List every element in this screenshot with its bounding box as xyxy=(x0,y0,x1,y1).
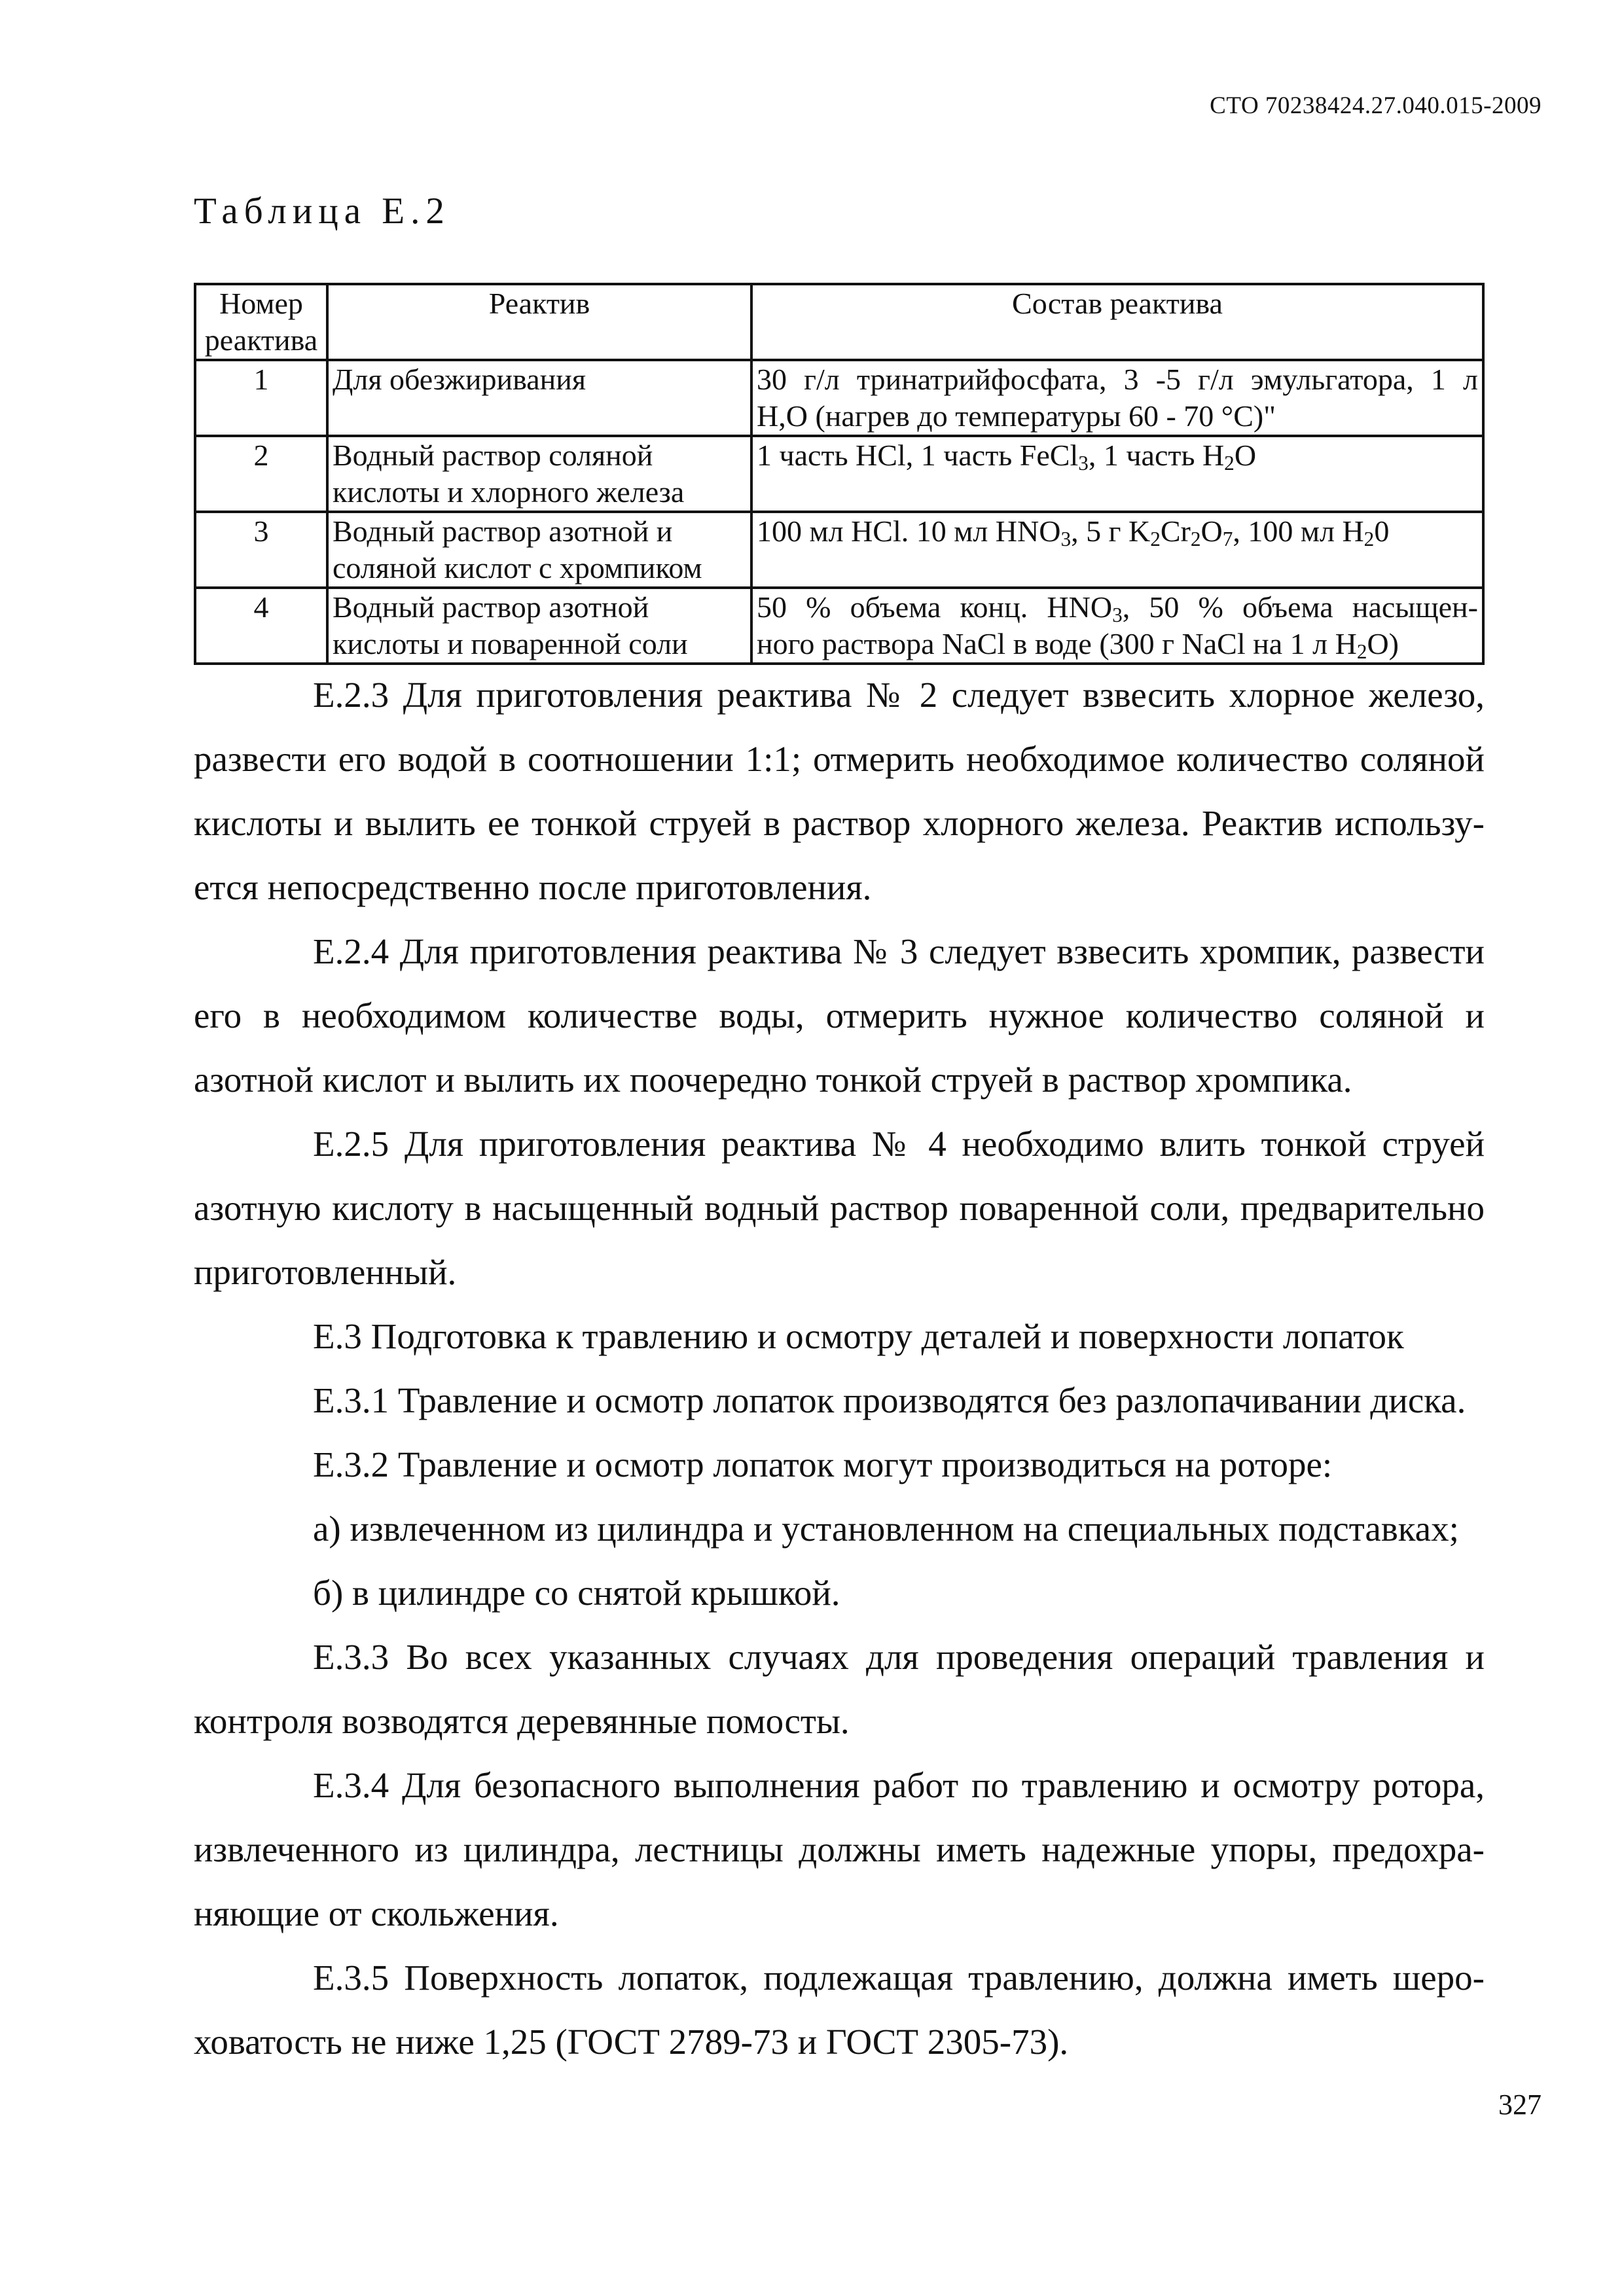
table-row xyxy=(195,360,1483,436)
row-number: 2 xyxy=(195,436,327,512)
list-item-b: б) в цилиндре со снятой крышкой. xyxy=(313,1573,840,1613)
reagent-composition xyxy=(751,588,1483,664)
paragraph-e-3-5: Е.3.5 Поверхность лопаток, подлежащая травлению, должна иметь шероховатость не ниже 1,25 (ГОСТ 2789-73 и ГОСТ 2305-73). xyxy=(194,1958,1485,2062)
row-number: 1 xyxy=(195,360,327,436)
document-code: СТО 70238424.27.040.015-2009 xyxy=(1210,92,1542,119)
table-row xyxy=(195,512,1483,588)
table-row xyxy=(195,588,1483,664)
paragraph-e-2-4: Е.2.4 Для приготовления реактива № 3 следует взвесить хромпик, развести его в необходимом количестве воды, отмерить нужное количество соляной и азотной кислот и вылить их поочередно тонкой струей в раствор хромпика. xyxy=(194,931,1485,1100)
reagent-name: Водный раствор азотной и соляной кислот с хромпиком xyxy=(327,512,751,588)
paragraph-e-3-2: Е.3.2 Травление и осмотр лопаток могут производиться на роторе: xyxy=(313,1444,1333,1484)
row-number: 4 xyxy=(195,588,327,664)
body-text xyxy=(194,663,1485,2074)
paragraph-e-2-5: Е.2.5 Для приготовления реактива № 4 необходимо влить тонкой струей азотную кислоту в насыщенный водный раствор поваренной соли, предварительно приготовленный. xyxy=(194,1124,1485,1292)
reagent-composition: 100 мл HCl. 10 мл $HNO_3$, 5 г $K_2Cr_2O_7$, 100 мл $H_20$ xyxy=(751,512,1483,588)
reagent-name: Водный раствор соляной кислоты и хлорного железа xyxy=(327,436,751,512)
column-header-composition: Состав реактива xyxy=(751,284,1483,360)
list-item-a: а) извлеченном из цилиндра и установленном на специальных подставках; xyxy=(313,1509,1459,1549)
table-title: Таблица Е.2 xyxy=(194,190,450,232)
paragraph-e-3-3: Е.3.3 Во всех указанных случаях для проведения операций травления и контроля возводятся деревянные помосты. xyxy=(194,1637,1485,1741)
paragraph-e-3-1: Е.3.1 Травление и осмотр лопаток производятся без разлопачивании диска. xyxy=(313,1380,1466,1420)
reagent-composition: 1 часть HCl, 1 часть FeCl$_3$, 1 часть $H_2O$ xyxy=(751,436,1483,512)
table-header-row xyxy=(195,284,1483,360)
paragraph-e-2-3: Е.2.3 Для приготовления реактива № 2 следует взвесить хлорное железо, развести его водой в соотношении 1:1; отмерить необходимое количество соляной кислоты и вылить ее тонкой струей в раствор хлорного железа. Реактив используется непосредственно после приготовления. xyxy=(194,675,1485,907)
composition-line: 30 г/л тринатрийфосфата, 3 -5 г/л эмульгатора, 1 л xyxy=(757,363,1478,396)
reagent-name: Водный раствор азотной кислоты и поваренной соли xyxy=(327,588,751,664)
row-number: 3 xyxy=(195,512,327,588)
composition-line: 50 % объема конц. $HNO_3$, 50 % объема насыщен- xyxy=(757,590,1478,626)
composition-line: Н,О (нагрев до температуры 60 - 70 °С)" xyxy=(757,399,1276,433)
column-header-number: Номер реактива xyxy=(195,284,327,360)
table-row xyxy=(195,436,1483,512)
reagent-composition xyxy=(751,360,1483,436)
column-header-reagent: Реактив xyxy=(327,284,751,360)
reagents-table xyxy=(194,283,1485,665)
reagent-name: Для обезжиривания xyxy=(327,360,751,436)
page-number: 327 xyxy=(1498,2089,1542,2121)
section-heading-e-3: Е.3 Подготовка к травлению и осмотру деталей и поверхности лопаток xyxy=(313,1316,1404,1356)
composition-line: ного раствора NaCl в воде (300 г NaCl на 1 л $H_2O$) xyxy=(757,627,1399,663)
paragraph-e-3-4: Е.3.4 Для безопасного выполнения работ по травлению и осмотру ротора, извлеченного из цилиндра, лестницы должны иметь надежные упоры, предохраняющие от скольжения. xyxy=(194,1765,1485,1933)
